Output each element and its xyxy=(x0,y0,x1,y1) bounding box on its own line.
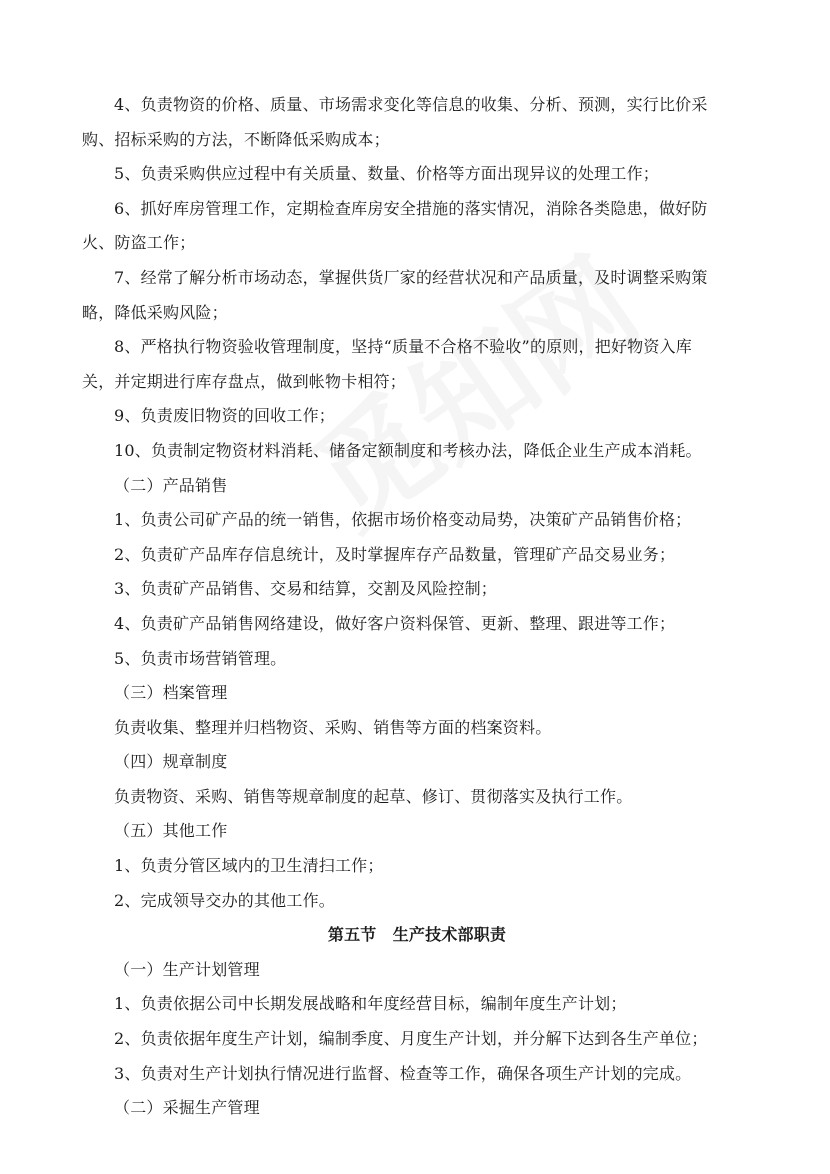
paragraph-line: 关，并定期进行库存盘点，做到帐物卡相符； xyxy=(82,371,407,391)
paragraph-line: 火、防盗工作； xyxy=(82,233,196,253)
paragraph-line: 购、招标采购的方法，不断降低采购成本； xyxy=(82,129,390,149)
subsection-heading: （二）产品销售 xyxy=(114,475,228,495)
paragraph-line: 8、严格执行物资验收管理制度，坚持“质量不合格不验收”的原则，把好物资入库 xyxy=(114,337,692,357)
subsection-heading: （二）采掘生产管理 xyxy=(114,1098,260,1118)
subsection-heading: （四）规章制度 xyxy=(114,752,228,772)
paragraph-line: 5、负责采购供应过程中有关质量、数量、价格等方面出现异议的处理工作； xyxy=(114,164,659,184)
paragraph-line: 1、负责依据公司中长期发展战略和年度经营目标，编制年度生产计划； xyxy=(114,994,627,1014)
paragraph-line: 4、负责物资的价格、质量、市场需求变化等信息的收集、分析、预测，实行比价采 xyxy=(114,95,708,114)
paragraph-line: 7、经常了解分析市场动态，掌握供货厂家的经营状况和产品质量，及时调整采购策 xyxy=(114,267,708,287)
subsection-heading: （一）生产计划管理 xyxy=(114,959,260,979)
document-body xyxy=(82,88,752,1126)
paragraph-line: 2、负责矿产品库存信息统计，及时掌握库存产品数量，管理矿产品交易业务； xyxy=(114,544,676,564)
paragraph-line: 负责物资、采购、销售等规章制度的起草、修订、贯彻落实及执行工作。 xyxy=(114,786,633,806)
paragraph-line: 3、负责矿产品销售、交易和结算，交割及风险控制； xyxy=(114,579,497,599)
paragraph-line: 负责收集、整理并归档物资、采购、销售等方面的档案资料。 xyxy=(114,717,552,737)
paragraph-line: 10、负责制定物资材料消耗、储备定额制度和考核办法，降低企业生产成本消耗。 xyxy=(114,440,702,460)
paragraph-line: 6、抓好库房管理工作，定期检查库房安全措施的落实情况，消除各类隐患，做好防 xyxy=(114,198,708,218)
paragraph-line: 5、负责市场营销管理。 xyxy=(114,648,287,668)
section-title: 第五节 生产技术部职责 xyxy=(327,925,507,945)
paragraph-line: 1、负责公司矿产品的统一销售，依据市场价格变动局势，决策矿产品销售价格； xyxy=(114,510,692,530)
subsection-heading: （五）其他工作 xyxy=(114,821,228,841)
paragraph-line: 2、负责依据年度生产计划，编制季度、月度生产计划，并分解下达到各生产单位； xyxy=(114,1029,708,1049)
paragraph-line: 略，降低采购风险； xyxy=(82,302,228,322)
paragraph-line: 4、负责矿产品销售网络建设，做好客户资料保管、更新、整理、跟进等工作； xyxy=(114,613,676,633)
paragraph-line: 2、完成领导交办的其他工作。 xyxy=(114,890,335,910)
paragraph-line: 3、负责对生产计划执行情况进行监督、检查等工作，确保各项生产计划的完成。 xyxy=(114,1063,692,1083)
paragraph-line: 9、负责废旧物资的回收工作； xyxy=(114,406,335,426)
subsection-heading: （三）档案管理 xyxy=(114,683,228,703)
paragraph-line: 1、负责分管区域内的卫生清扫工作； xyxy=(114,856,384,876)
